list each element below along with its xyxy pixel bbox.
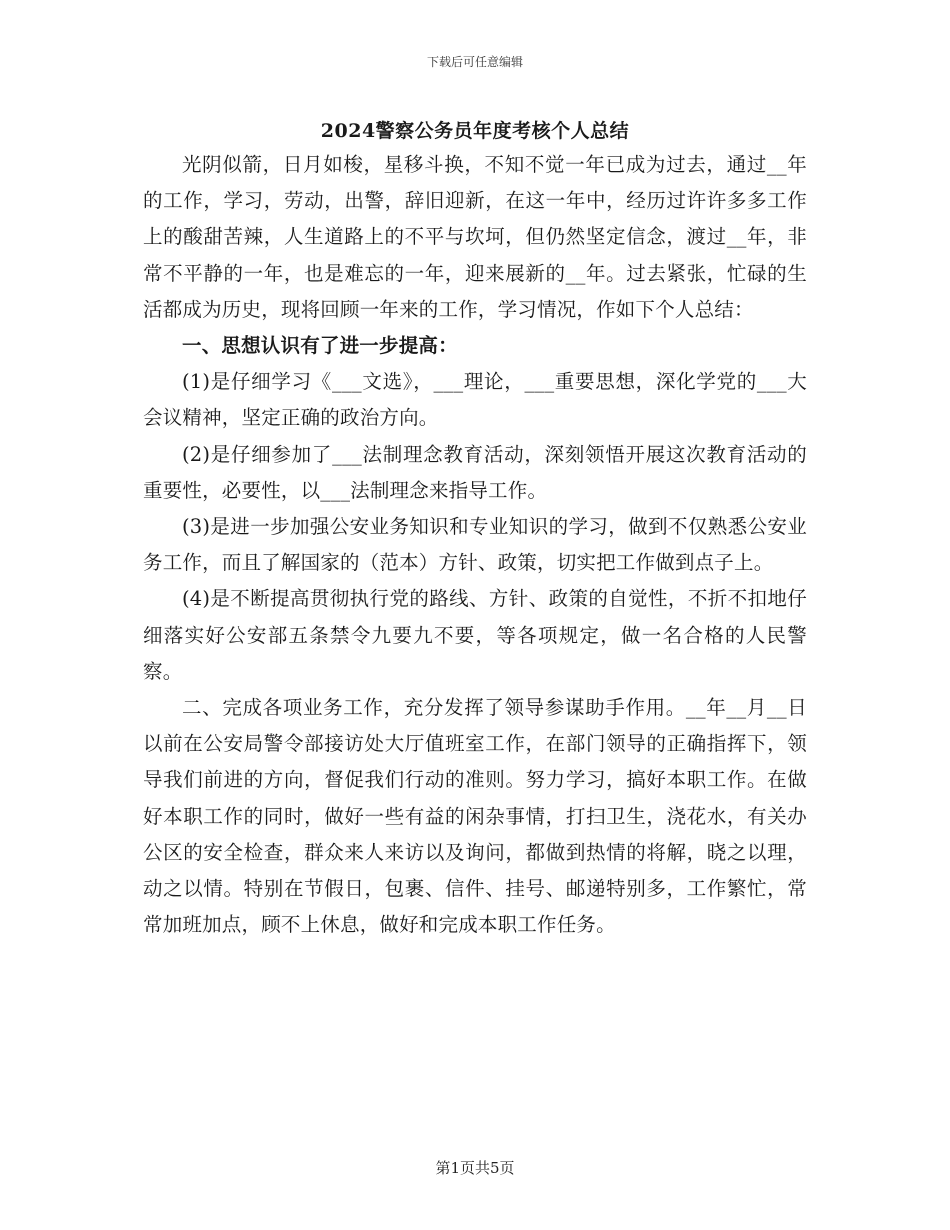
section-heading-1: 一、思想认识有了进一步提高： bbox=[182, 334, 458, 358]
list-item-1: (1)是仔细学习《___文选》，___理论，___重要思想，深化学党的___大会议精神，坚定正确的政治方向。 bbox=[143, 370, 807, 430]
intro-paragraph: 光阴似箭，日月如梭，星移斗换，不知不觉一年已成为过去，通过__年的工作，学习，劳动，出警，辞旧迎新，在这一年中，经历过许许多多工作上的酸甜苦辣，人生道路上的不平与坎坷，但仍然坚定信念，渡过__年，非常不平静的一年，也是难忘的一年，迎来展新的__年。过去紧张，忙碌的生活都成为历史，现将回顾一年来的工作，学习情况，作如下个人总结： bbox=[143, 153, 807, 321]
page-number: 第1页共5页 bbox=[435, 1159, 515, 1177]
page-header-note: 下载后可任意编辑 bbox=[426, 55, 523, 69]
list-item-2: (2)是仔细参加了___法制理念教育活动，深刻领悟开展这次教育活动的重要性，必要性，以___法制理念来指导工作。 bbox=[143, 442, 807, 502]
list-item-4: (4)是不断提高贯彻执行党的路线、方针、政策的自觉性，不折不扣地仔细落实好公安部五条禁令九要九不要，等各项规定，做一名合格的人民警察。 bbox=[143, 587, 807, 683]
section-paragraph-2: 二、完成各项业务工作，充分发挥了领导参谋助手作用。__年__月__日以前在公安局警令部接访处大厅值班室工作，在部门领导的正确指挥下，领导我们前进的方向，督促我们行动的准则。努力学习，搞好本职工作。在做好本职工作的同时，做好一些有益的闲杂事情，打扫卫生，浇花水，有关办公区的安全检查，群众来人来访以及询问，都做到热情的将解，晓之以理，动之以情。特别在节假日，包裹、信件、挂号、邮递特别多，工作繁忙，常常加班加点，顾不上休息，做好和完成本职工作任务。 bbox=[143, 696, 807, 937]
document-title: 2024警察公务员年度考核个人总结 bbox=[320, 120, 630, 142]
list-item-3: (3)是进一步加强公安业务知识和专业知识的学习，做到不仅熟悉公安业务工作，而且了解国家的（范本）方针、政策，切实把工作做到点子上。 bbox=[143, 515, 807, 575]
document-body bbox=[143, 147, 807, 943]
